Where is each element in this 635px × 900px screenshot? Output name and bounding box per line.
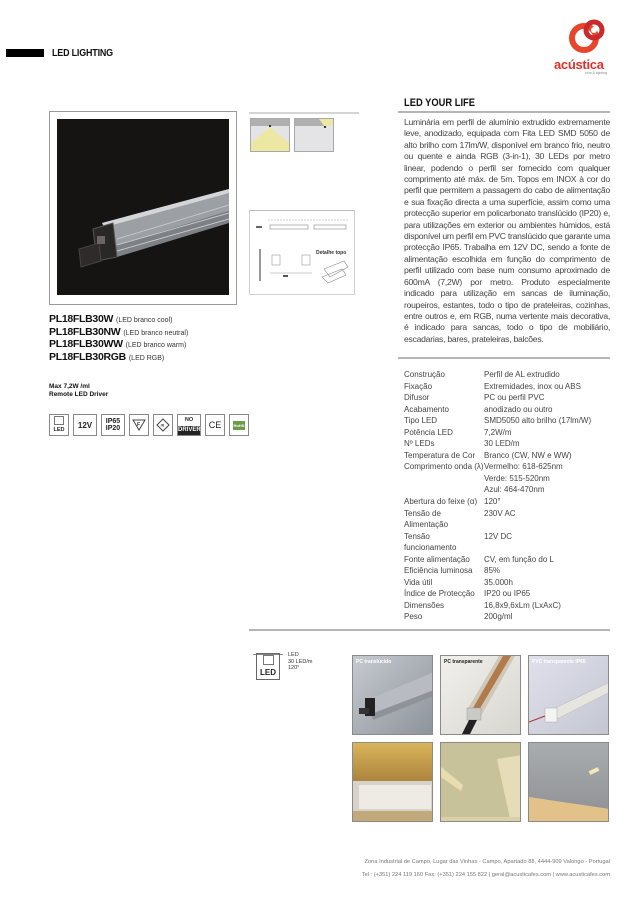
svg-text:F: F (137, 422, 141, 428)
spec-value: CV, em função do L (484, 554, 554, 564)
spec-row (404, 484, 610, 496)
spec-value: SMD5050 alto brilho (17lm/W) (484, 416, 592, 426)
spec-label: Potência LED (404, 427, 453, 437)
spec-value: Verde: 515-520nm (484, 473, 550, 483)
spec-value: 230V AC (484, 508, 516, 518)
spec-row (404, 473, 610, 485)
product-code-desc: (LED RGB) (128, 354, 165, 362)
footer-contact: Tel : (+351) 224 119 160 Fax: (+351) 224 155 822 | geral@acusticafes.com | www.acusticafes.com (361, 872, 610, 878)
gallery-image-bedroom (352, 742, 433, 822)
spec-label: Construção (404, 370, 445, 379)
ip-rating-icon: IP65 IP20 (101, 414, 125, 436)
spec-row (404, 381, 610, 393)
spec-label: Índice de Protecção (404, 589, 475, 599)
spec-row (404, 531, 610, 554)
spec-label: Vida útil (404, 577, 433, 587)
header-bar (6, 49, 44, 57)
beam-diagram-narrow (294, 118, 334, 152)
spec-label (404, 473, 484, 485)
spec-row (404, 427, 610, 439)
title-rule (398, 111, 610, 113)
spec-value: 30 LED/m (484, 439, 520, 449)
spec-value: 120° (484, 497, 501, 507)
led-icon: LED (49, 414, 69, 436)
spec-value: IP20 ou IP65 (484, 589, 531, 599)
spec-row (404, 611, 610, 623)
description-rule (398, 357, 610, 359)
spec-row (404, 577, 610, 589)
description-text: Luminária em perfil de alumínio extrudido extremamente leve, anodizado, equipada com Fita LED SMD 5050 de alto brilho com 17lm/W, disponível em branco frio, neutro ou quente e ainda RGB (3-in-1), 30 LEDs por metro linear, podendo o perfil ser fornecido com qualquer comprimento até máx. de 5m. Topos em INOX à cor do perfil que permitem a passagem do cabo de alimentação e sua fixação directa a uma superfície, assim como uma protecção superior em policarbonato translúcido (IP20) e, para utilizações em exterior ou ambientes húmidos, está disponível um perfil em PVC translúcido que garante uma protecção IP65. Trabalha em 12V DC, sendo a fonte de alimentação escolhida em função do comprimento de perfil utilizado com base num consumo aproximado de 600mA (7,2W) por metro. Produto especialmente indicado para utilização em sancas de iluminação, roupeiros, estantes, todo o tipo de prateleiras, cozinhas, entre outros e, em RGB, numa vertente mais decorativa, é indicado para sancas, todo o tipo de mobiliário, escadarias, bares, prateleiras, balcões. (404, 117, 610, 344)
gallery-image-ceiling-light (528, 742, 609, 822)
product-code-desc: (LED branco neutral) (123, 329, 189, 337)
spec-row (404, 438, 610, 450)
spec-value: 12V DC (484, 531, 513, 541)
gallery-image-pvc-transparente: PVC transparente IP65 (528, 655, 609, 735)
spec-label: Temperatura de Cor (404, 450, 476, 460)
detail-label: Detalhe topo (316, 250, 347, 256)
spec-label: Tensão de Alimentação (404, 508, 449, 530)
spec-value: Azul: 464-470nm (484, 485, 545, 495)
gallery-image-pc-transparente: PC transparente (440, 655, 521, 735)
bottom-rule (249, 629, 610, 631)
product-code: PL18FLB30RGB (49, 350, 126, 363)
ce-mark-icon: CE (205, 414, 225, 436)
spec-value: anodizado ou outro (484, 404, 553, 414)
product-photo (57, 119, 229, 295)
spec-label: Dimensões (404, 600, 445, 610)
driver-info: Remote LED Driver (49, 391, 109, 398)
spec-row (404, 415, 610, 427)
spec-value: PC ou perfil PVC (484, 393, 545, 403)
product-code: PL18FLB30NW (49, 325, 121, 338)
gallery-image-ceiling-cove (440, 742, 521, 822)
spec-row (404, 450, 610, 462)
product-code-list (49, 314, 188, 364)
spec-value: Perfil de AL extrudido (484, 370, 560, 379)
spec-label: Eficiência luminosa (404, 566, 473, 576)
product-code: PL18FLB30WW (49, 338, 123, 351)
spec-label: Abertura do feixe (α) (404, 497, 478, 507)
spec-value: 16,8x9,6xLm (LxAxC) (484, 600, 561, 610)
svg-text:III: III (160, 422, 164, 428)
product-code: PL18FLB30W (49, 313, 114, 325)
f-mark-icon (129, 414, 149, 436)
spec-label: Comprimento onda (λ) (404, 462, 484, 472)
power-info (49, 383, 108, 399)
class-iii-icon (153, 414, 173, 436)
spec-row (404, 565, 610, 577)
spec-label: Nº LEDs (404, 439, 435, 449)
product-code-desc: (LED branco cool) (116, 317, 173, 324)
top-rule-diagrams (249, 112, 359, 114)
spec-value: 7,2W/m (484, 427, 512, 437)
logo-tagline: som & lighting (585, 71, 607, 75)
led-type-icon: LED (256, 653, 280, 680)
max-power: Max 7,2W /ml (49, 383, 90, 390)
spec-value: Branco (CW, NW e WW) (484, 450, 572, 460)
spec-label: Fixação (404, 381, 433, 391)
voltage-icon: 12V (73, 414, 97, 436)
no-driver-icon: NO DRIVER (177, 414, 201, 436)
spec-value: 200g/ml (484, 612, 513, 622)
led-info (288, 652, 312, 672)
product-code-desc: (LED branco warm) (125, 342, 187, 350)
certification-icons (49, 414, 249, 436)
led-info-line: 30 LED/m (288, 658, 313, 665)
spec-row (404, 600, 610, 612)
footer-address: Zona Industrial de Campo, Lugar das Vinhas - Campo, Apartado 88, 4444-909 Valongo - Portugal (364, 859, 610, 865)
logo-wordmark: acústica (554, 57, 604, 72)
led-info-line: 120° (288, 665, 300, 671)
product-code-item (49, 352, 188, 365)
spec-label: Fonte alimentação (404, 554, 470, 564)
spec-row (404, 508, 610, 531)
spec-row (404, 392, 610, 404)
spec-label: Difusor (404, 393, 430, 403)
spec-row (404, 369, 610, 381)
spec-label: Peso (404, 612, 423, 622)
spec-table (404, 369, 610, 623)
spec-label: Tensão funcionamento (404, 531, 457, 553)
led-info-line: LED (288, 652, 299, 658)
spec-row (404, 588, 610, 600)
spec-row (404, 496, 610, 508)
spec-label: Acabamento (404, 404, 449, 414)
spec-row (404, 404, 610, 416)
section-title: LED LIGHTING (52, 47, 113, 59)
spec-row (404, 554, 610, 566)
spec-value: Vermelho: 618-625nm (484, 462, 563, 472)
spec-value: Extremidades, inox ou ABS (484, 381, 581, 391)
description-title: LED YOUR LIFE (404, 97, 476, 109)
spec-row (404, 461, 610, 473)
gallery-image-pc-translucido: PC translúcido (352, 655, 433, 735)
rohs-icon: RoHS (229, 414, 249, 436)
spec-label: Tipo LED (404, 416, 438, 426)
beam-diagram-wide (250, 118, 290, 152)
spec-value: 85% (484, 566, 501, 576)
technical-drawing (249, 210, 355, 295)
spec-label (404, 484, 484, 496)
spec-value: 35.000h (484, 577, 513, 587)
